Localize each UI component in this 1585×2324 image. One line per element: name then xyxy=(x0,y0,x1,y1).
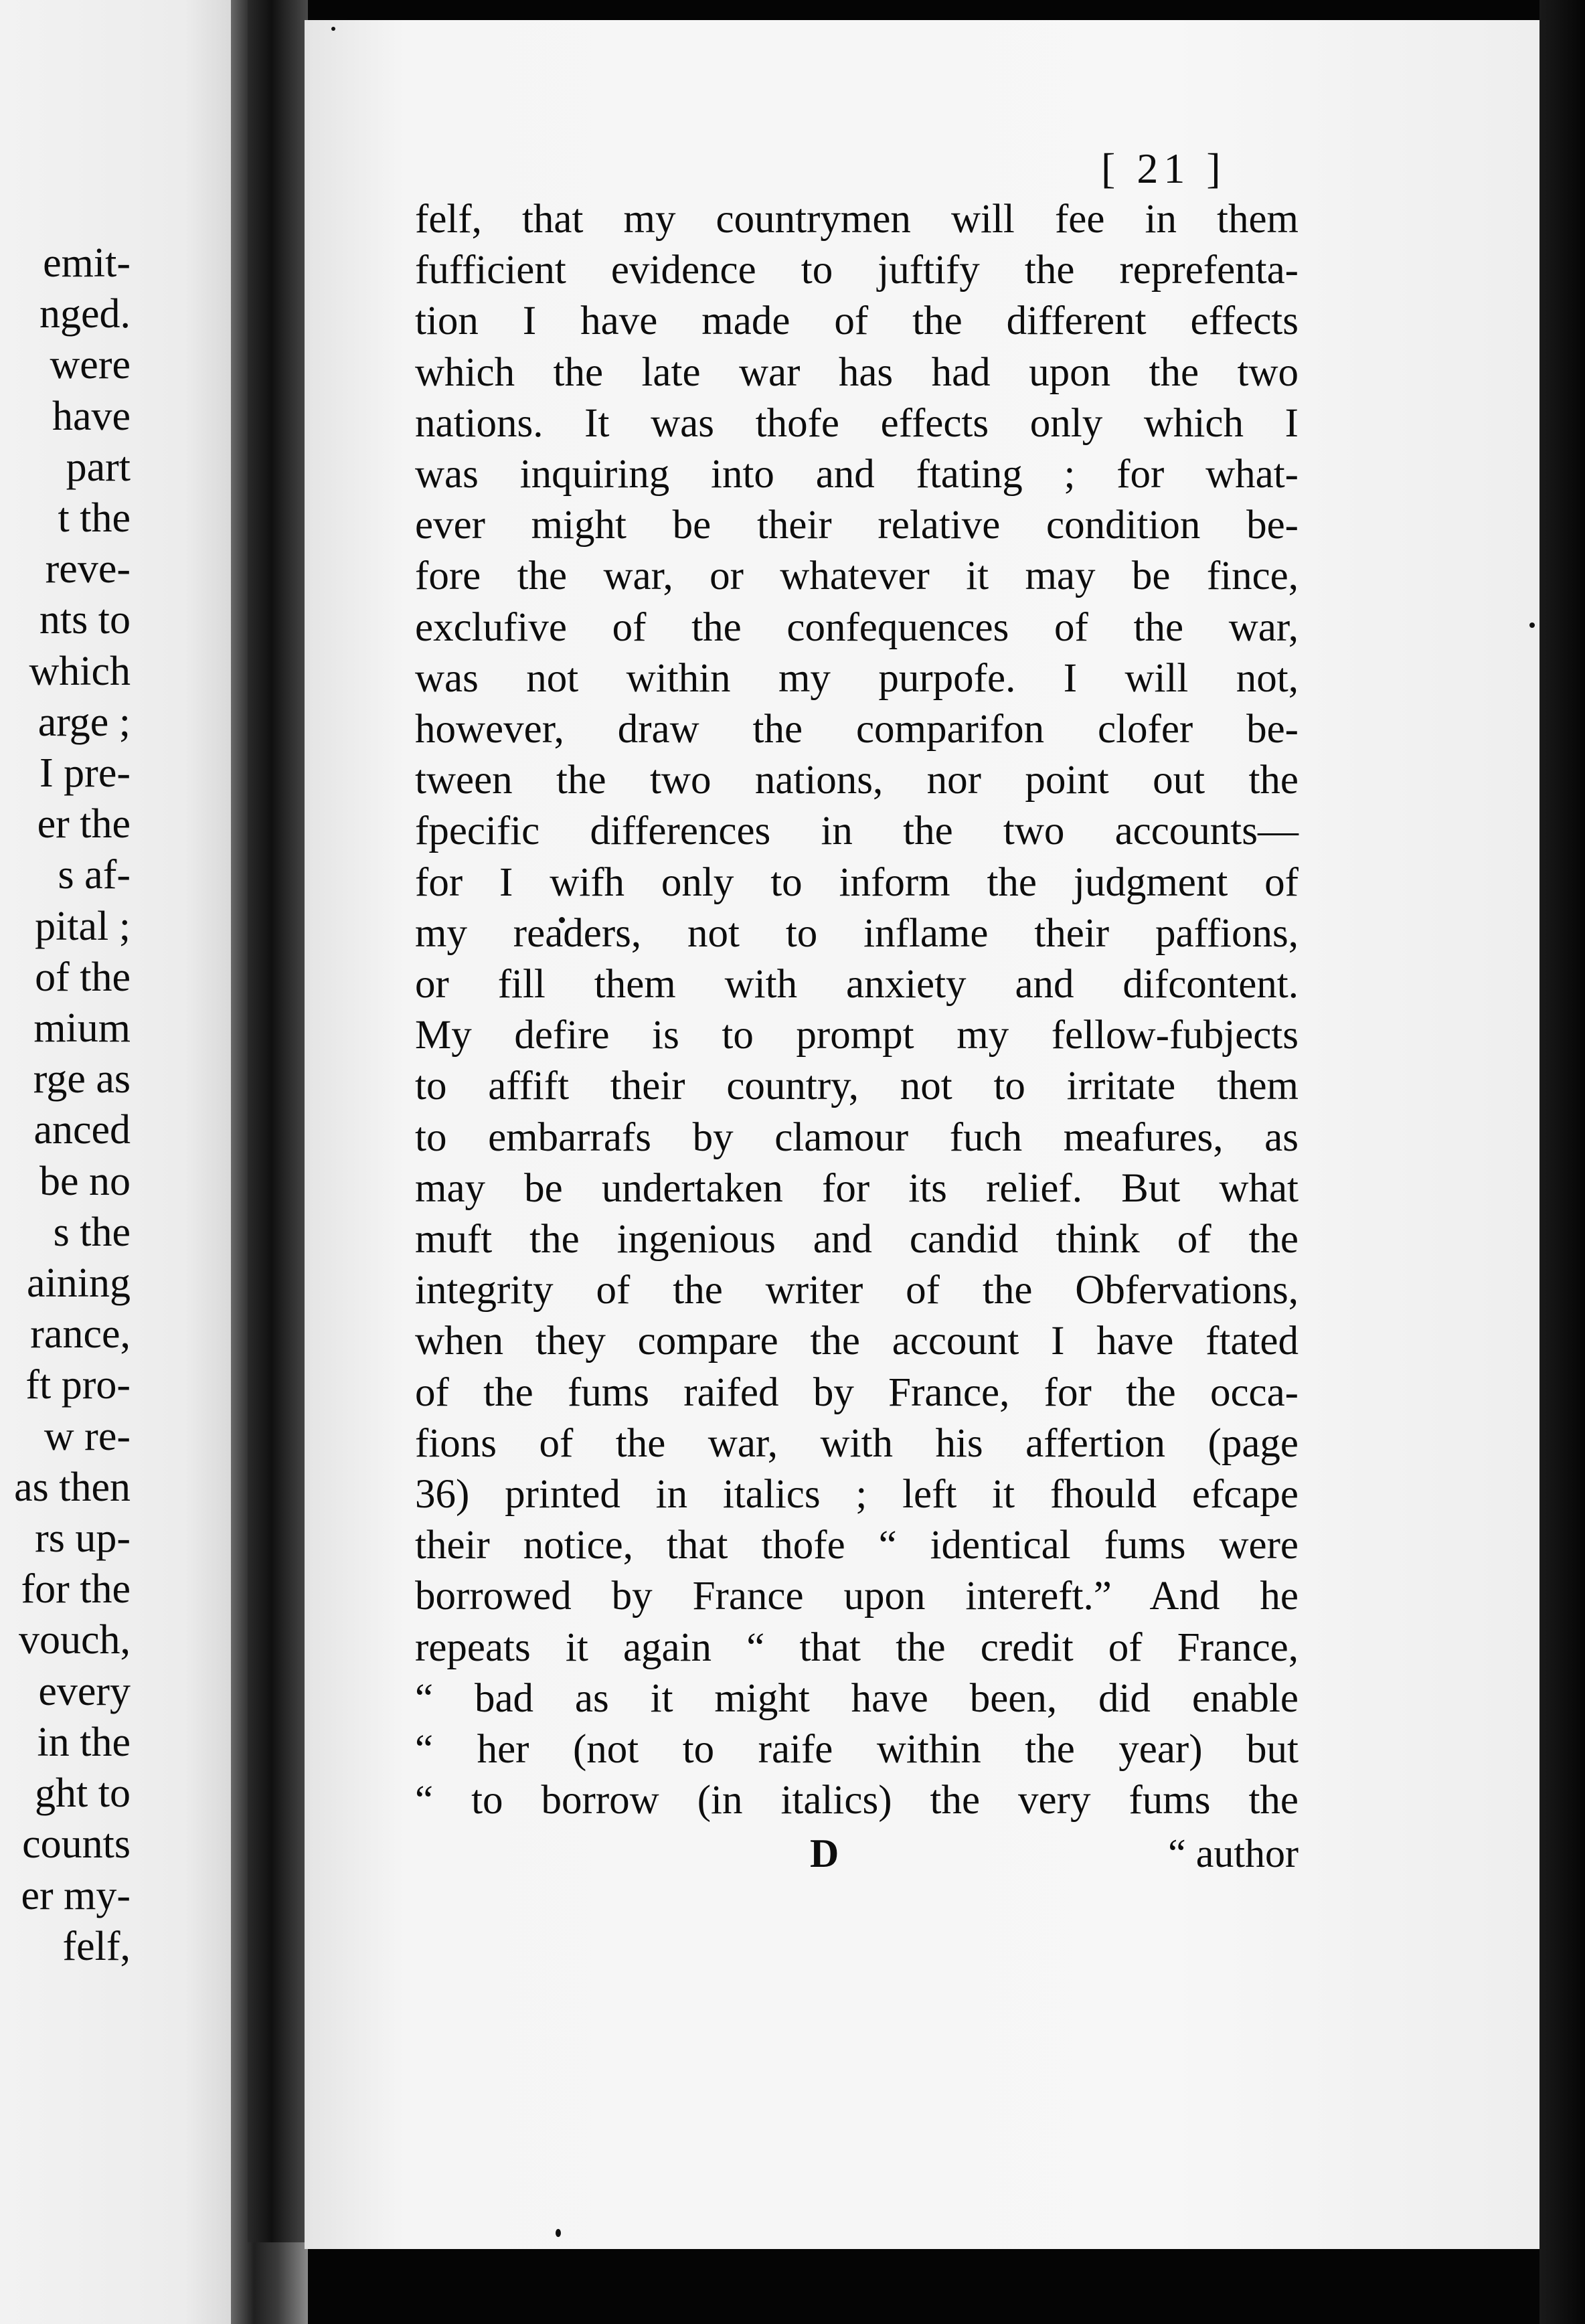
left-page-line: arge ; xyxy=(37,699,131,745)
left-page-line: counts xyxy=(22,1821,131,1868)
text-line: “ to borrow (in italics) the very fums the xyxy=(415,1778,1299,1823)
left-page-line: have xyxy=(52,393,131,439)
left-page-line: s the xyxy=(53,1209,131,1255)
text-line: borrowed by France upon intereft.” And he xyxy=(415,1574,1299,1619)
ink-speck xyxy=(1529,622,1535,628)
text-line: their notice, that thofe “ identical fums were xyxy=(415,1523,1299,1568)
left-page-line: nts to xyxy=(39,597,131,643)
left-page-line: er my- xyxy=(21,1872,131,1918)
left-page-line: every xyxy=(38,1668,131,1714)
text-line: ever might be their relative condition be- xyxy=(415,503,1299,548)
left-page-line: were xyxy=(50,342,131,388)
left-page-line: rs up- xyxy=(35,1515,131,1562)
signature-mark: D xyxy=(810,1831,839,1876)
text-line: tion I have made of the different effects xyxy=(415,299,1299,344)
left-page-line: part xyxy=(66,444,131,490)
text-line: fions of the war, with his affertion (page xyxy=(415,1420,1299,1466)
text-line: 36) printed in italics ; left it fhould efcape xyxy=(415,1472,1299,1517)
left-page-line: pital ; xyxy=(35,903,131,949)
text-line: or fill them with anxiety and difcontent. xyxy=(415,962,1299,1007)
left-page-line: I pre- xyxy=(39,750,131,797)
left-page-line: t the xyxy=(58,495,131,542)
left-page-text xyxy=(14,238,131,1972)
page-footer xyxy=(415,1831,1299,1884)
binding-shadow xyxy=(248,0,308,2242)
left-facing-page xyxy=(0,0,231,2324)
left-page-line: nged. xyxy=(39,291,131,337)
text-line: integrity of the writer of the Obfervations, xyxy=(415,1268,1299,1313)
left-page-line: emit- xyxy=(43,240,131,286)
ink-speck xyxy=(331,27,335,31)
left-page-line: be no xyxy=(39,1158,131,1204)
left-page-line: ft pro- xyxy=(25,1362,131,1408)
text-line: “ bad as it might have been, did enable xyxy=(415,1675,1299,1721)
left-page-line: er the xyxy=(37,801,131,847)
left-page-line: anced xyxy=(33,1107,131,1153)
text-line: fore the war, or whatever it may be fince, xyxy=(415,554,1299,599)
text-line: to affift their country, not to irritate them xyxy=(415,1064,1299,1109)
text-line: when they compare the account I have ftated xyxy=(415,1319,1299,1364)
text-line: fpecific differences in the two accounts— xyxy=(415,809,1299,854)
text-line: muft the ingenious and candid think of the xyxy=(415,1217,1299,1262)
left-page-line: rance, xyxy=(30,1311,131,1357)
left-page-line: reve- xyxy=(45,546,131,592)
left-page-line: for the xyxy=(21,1566,131,1612)
text-line: of the fums raifed by France, for the occa- xyxy=(415,1370,1299,1415)
left-page-line: mium xyxy=(33,1005,131,1052)
text-line: exclufive of the confequences of the war, xyxy=(415,604,1299,650)
left-page-line: as then xyxy=(14,1464,131,1510)
text-line: tween the two nations, nor point out the xyxy=(415,758,1299,803)
text-line: “ her (not to raife within the year) but xyxy=(415,1727,1299,1772)
left-page-line: rge as xyxy=(33,1056,131,1102)
text-line: may be undertaken for its relief. But what xyxy=(415,1165,1299,1211)
left-page-line: felf, xyxy=(62,1923,131,1969)
catchword: “ author xyxy=(1168,1831,1299,1876)
left-page-line: in the xyxy=(37,1719,131,1765)
left-page-line: aining xyxy=(27,1260,131,1307)
text-line: which the late war has had upon the two xyxy=(415,349,1299,395)
text-line: my readers, not to inflame their paffions, xyxy=(415,910,1299,956)
left-page-line: w re- xyxy=(44,1413,131,1459)
scan-edge xyxy=(1539,0,1585,2324)
text-line: nations. It was thofe effects only which I xyxy=(415,400,1299,446)
text-line: was inquiring into and ftating ; for what- xyxy=(415,452,1299,497)
left-page-line: which xyxy=(29,648,131,694)
text-line: however, draw the comparifon clofer be- xyxy=(415,707,1299,752)
text-line: felf, that my countrymen will fee in them xyxy=(415,197,1299,242)
left-page-line: ght to xyxy=(35,1770,131,1817)
left-page-line: vouch, xyxy=(18,1617,131,1663)
main-text-block xyxy=(415,194,1299,1827)
text-line: was not within my purpofe. I will not, xyxy=(415,655,1299,701)
page-number: [ 21 ] xyxy=(1101,145,1226,192)
text-line: repeats it again “ that the credit of France, xyxy=(415,1625,1299,1670)
left-page-line: of the xyxy=(35,954,131,1000)
left-page-line: s af- xyxy=(58,852,131,898)
text-line: My defire is to prompt my fellow-fubjects xyxy=(415,1013,1299,1058)
ink-speck xyxy=(556,2229,561,2237)
text-line: fufficient evidence to juftify the reprefenta- xyxy=(415,248,1299,293)
text-line: for I wifh only to inform the judgment of xyxy=(415,859,1299,905)
text-line: to embarrafs by clamour fuch meafures, as xyxy=(415,1114,1299,1160)
